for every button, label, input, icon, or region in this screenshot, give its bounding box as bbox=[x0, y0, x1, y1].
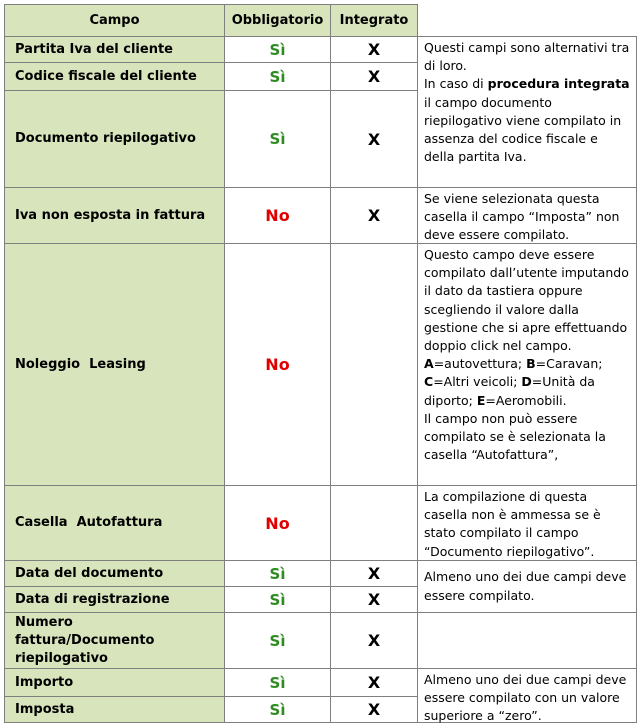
code-d: D bbox=[521, 374, 532, 390]
note-alternativi-line2 bbox=[424, 75, 630, 166]
obbligatorio-partita-iva: Sì bbox=[224, 36, 331, 63]
note-importo bbox=[417, 668, 637, 723]
note-alternativi-bold: procedura integrata bbox=[487, 76, 630, 92]
note-alternativi-post: il campo documento riepilogativo viene compilato in assenza del codice fiscale e della partita Iva. bbox=[424, 94, 622, 165]
note-autofattura bbox=[417, 485, 637, 561]
note-date-text: Almeno uno dei due campi deve essere compilato. bbox=[424, 569, 627, 603]
obbligatorio-data-documento: Sì bbox=[224, 560, 331, 587]
code-c: C bbox=[424, 374, 434, 390]
integrato-partita-iva: X bbox=[330, 36, 418, 63]
header-campo: Campo bbox=[4, 4, 225, 37]
note-alternativi-line1: Questi campi sono alternativi tra di loro. bbox=[424, 40, 630, 74]
field-iva-non-esposta: Iva non esposta in fattura bbox=[4, 187, 225, 244]
field-codice-fiscale: Codice fiscale del cliente bbox=[4, 62, 225, 91]
obbligatorio-noleggio-leasing: No bbox=[224, 243, 331, 486]
integrato-data-documento: X bbox=[330, 560, 418, 587]
code-d-label: =Unità da diporto; bbox=[424, 374, 595, 408]
header-obbligatorio: Obbligatorio bbox=[224, 4, 331, 37]
code-c-label: =Altri veicoli; bbox=[433, 374, 522, 390]
obbligatorio-numero-fattura: Sì bbox=[224, 612, 331, 669]
obbligatorio-documento-riepilogativo: Sì bbox=[224, 90, 331, 188]
header-integrato: Integrato bbox=[330, 4, 418, 37]
field-documento-riepilogativo: Documento riepilogativo bbox=[4, 90, 225, 188]
code-b: B bbox=[526, 356, 536, 372]
integrato-numero-fattura: X bbox=[330, 612, 418, 669]
integrato-casella-autofattura bbox=[330, 485, 418, 561]
note-noleggio-p2: Il campo non può essere compilato se è selezionata la casella “Autofattura”, bbox=[424, 410, 606, 463]
integrato-iva-non-esposta: X bbox=[330, 187, 418, 244]
integrato-documento-riepilogativo: X bbox=[330, 90, 418, 188]
note-iva-text: Se viene selezionata questa casella il campo “Imposta” non deve essere compilato. bbox=[424, 191, 620, 243]
note-noleggio-codes bbox=[424, 355, 630, 410]
note-numero-fattura-empty bbox=[417, 612, 637, 669]
note-noleggio bbox=[417, 243, 637, 486]
note-date bbox=[417, 560, 637, 613]
field-noleggio-leasing: Noleggio Leasing bbox=[4, 243, 225, 486]
obbligatorio-imposta: Sì bbox=[224, 696, 331, 723]
obbligatorio-casella-autofattura: No bbox=[224, 485, 331, 561]
code-a: A bbox=[424, 356, 434, 372]
field-numero-fattura bbox=[4, 612, 225, 669]
note-autofattura-text: La compilazione di questa casella non è ammessa se è stato compilato il campo “Documento riepilogativo”. bbox=[424, 489, 601, 559]
integrato-imposta: X bbox=[330, 696, 418, 723]
obbligatorio-iva-non-esposta: No bbox=[224, 187, 331, 244]
field-data-registrazione: Data di registrazione bbox=[4, 586, 225, 613]
code-a-label: =autovettura; bbox=[433, 356, 527, 372]
integrato-data-registrazione: X bbox=[330, 586, 418, 613]
integrato-codice-fiscale: X bbox=[330, 62, 418, 91]
note-iva bbox=[417, 187, 637, 244]
field-partita-iva: Partita Iva del cliente bbox=[4, 36, 225, 63]
code-b-label: =Caravan; bbox=[535, 356, 603, 372]
note-importo-text: Almeno uno dei due campi deve essere compilato con un valore superiore a “zero”. bbox=[424, 672, 627, 724]
obbligatorio-data-registrazione: Sì bbox=[224, 586, 331, 613]
field-numero-fattura-label: Numero fattura/Documento riepilogativo bbox=[15, 614, 155, 666]
integrato-noleggio-leasing bbox=[330, 243, 418, 486]
note-alternativi bbox=[417, 36, 637, 188]
field-importo: Importo bbox=[4, 668, 225, 697]
obbligatorio-codice-fiscale: Sì bbox=[224, 62, 331, 91]
field-data-documento: Data del documento bbox=[4, 560, 225, 587]
code-e-label: =Aeromobili. bbox=[485, 392, 567, 408]
integrato-importo: X bbox=[330, 668, 418, 697]
note-alternativi-pre: In caso di bbox=[424, 76, 488, 92]
obbligatorio-importo: Sì bbox=[224, 668, 331, 697]
field-casella-autofattura: Casella Autofattura bbox=[4, 485, 225, 561]
note-noleggio-p1: Questo campo deve essere compilato dall’utente imputando il dato da tastiera oppure scegliendo il valore dalla gestione che si apre effettuando doppio click nel campo. bbox=[424, 247, 629, 354]
field-imposta: Imposta bbox=[4, 696, 225, 723]
code-e: E bbox=[476, 392, 486, 408]
